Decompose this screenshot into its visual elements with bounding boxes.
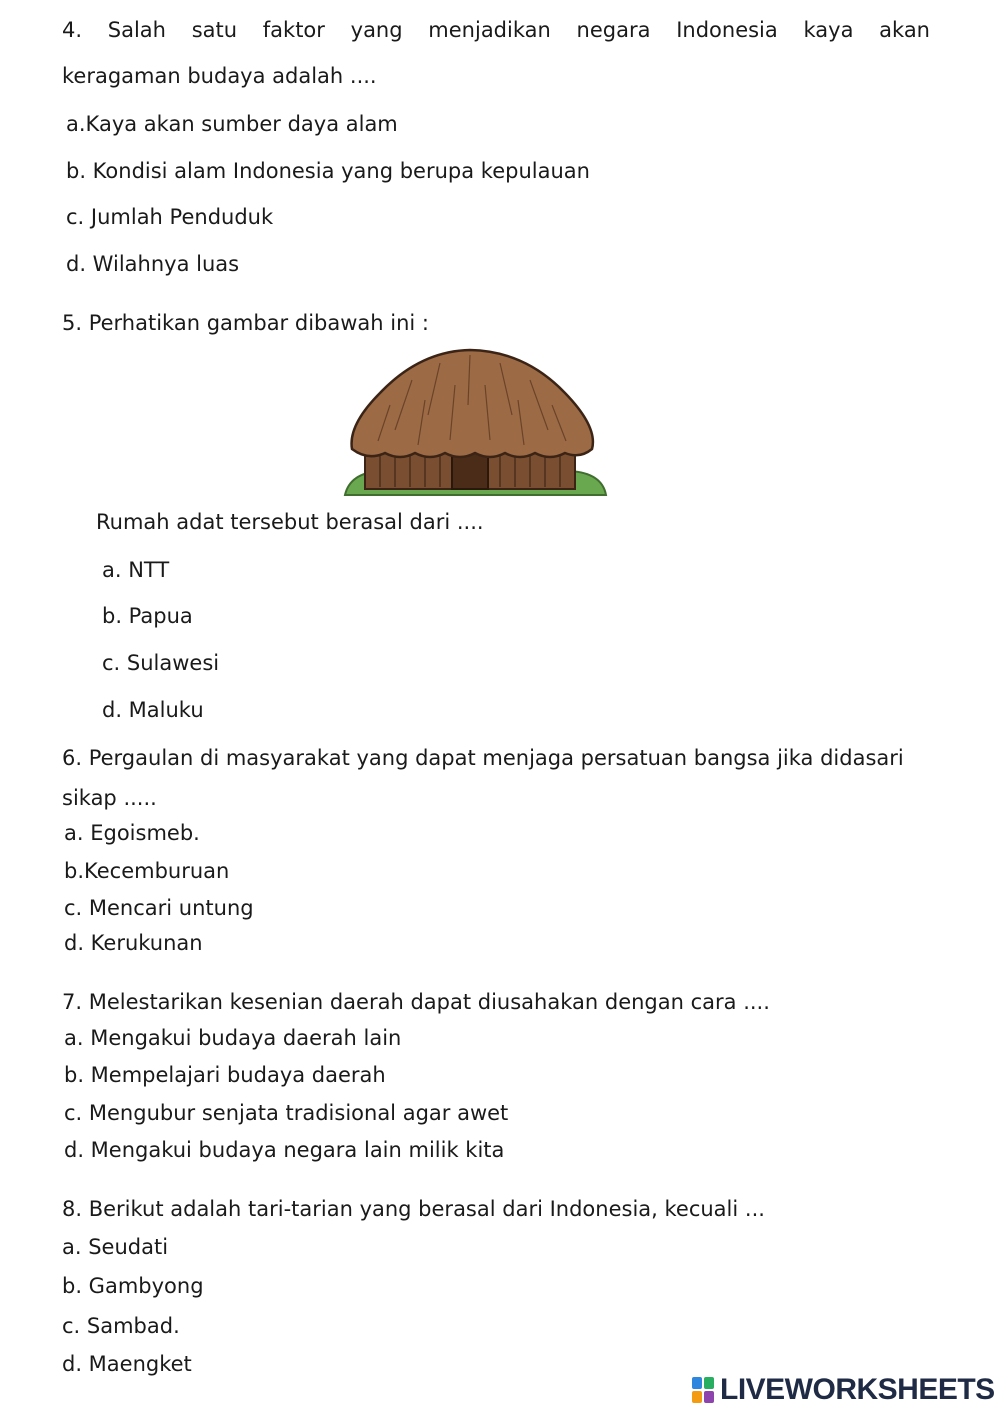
liveworksheets-wordmark: LIVEWORKSHEETS	[720, 1373, 995, 1406]
question-4-stem-line-1: 4. Salah satu faktor yang menjadikan negara Indonesia kaya akan	[62, 18, 930, 42]
question-5-option-a[interactable]: a. NTT	[102, 558, 170, 582]
question-6-option-c[interactable]: c. Mencari untung	[64, 896, 254, 920]
liveworksheets-brand[interactable]	[692, 1372, 995, 1408]
question-6-stem-line-2: sikap .....	[62, 786, 157, 810]
question-8-stem: 8. Berikut adalah tari-tarian yang berasal dari Indonesia, kecuali ...	[62, 1197, 765, 1221]
question-6-option-b[interactable]: b.Kecemburuan	[64, 859, 230, 883]
question-7-stem: 7. Melestarikan kesenian daerah dapat diusahakan dengan cara ....	[62, 990, 770, 1014]
question-7-option-a[interactable]: a. Mengakui budaya daerah lain	[64, 1026, 402, 1050]
question-8-option-d[interactable]: d. Maengket	[62, 1352, 192, 1376]
question-4-stem-line-2: keragaman budaya adalah ....	[62, 64, 377, 88]
question-6-stem-line-1: 6. Pergaulan di masyarakat yang dapat menjaga persatuan bangsa jika didasari	[62, 746, 904, 770]
question-5-stem: 5. Perhatikan gambar dibawah ini :	[62, 311, 429, 335]
honai-hut-image	[340, 345, 610, 500]
question-5-option-b[interactable]: b. Papua	[102, 604, 193, 628]
question-8-option-b[interactable]: b. Gambyong	[62, 1274, 204, 1298]
question-7-option-c[interactable]: c. Mengubur senjata tradisional agar awet	[64, 1101, 509, 1125]
liveworksheets-logo-icon	[692, 1377, 714, 1403]
question-8-option-c[interactable]: c. Sambad.	[62, 1314, 180, 1338]
question-5-option-c[interactable]: c. Sulawesi	[102, 651, 220, 675]
question-4-option-c[interactable]: c. Jumlah Penduduk	[66, 205, 274, 229]
question-4-option-b[interactable]: b. Kondisi alam Indonesia yang berupa kepulauan	[66, 159, 590, 183]
question-7-option-b[interactable]: b. Mempelajari budaya daerah	[64, 1063, 386, 1087]
question-5-option-d[interactable]: d. Maluku	[102, 698, 204, 722]
question-4-option-a[interactable]: a.Kaya akan sumber daya alam	[66, 112, 398, 136]
question-7-option-d[interactable]: d. Mengakui budaya negara lain milik kita	[64, 1138, 505, 1162]
question-5-sub-question: Rumah adat tersebut berasal dari ....	[96, 510, 484, 534]
question-4-option-d[interactable]: d. Wilahnya luas	[66, 252, 240, 276]
question-6-option-d[interactable]: d. Kerukunan	[64, 931, 203, 955]
question-6-option-a[interactable]: a. Egoismeb.	[64, 821, 200, 845]
question-8-option-a[interactable]: a. Seudati	[62, 1235, 169, 1259]
